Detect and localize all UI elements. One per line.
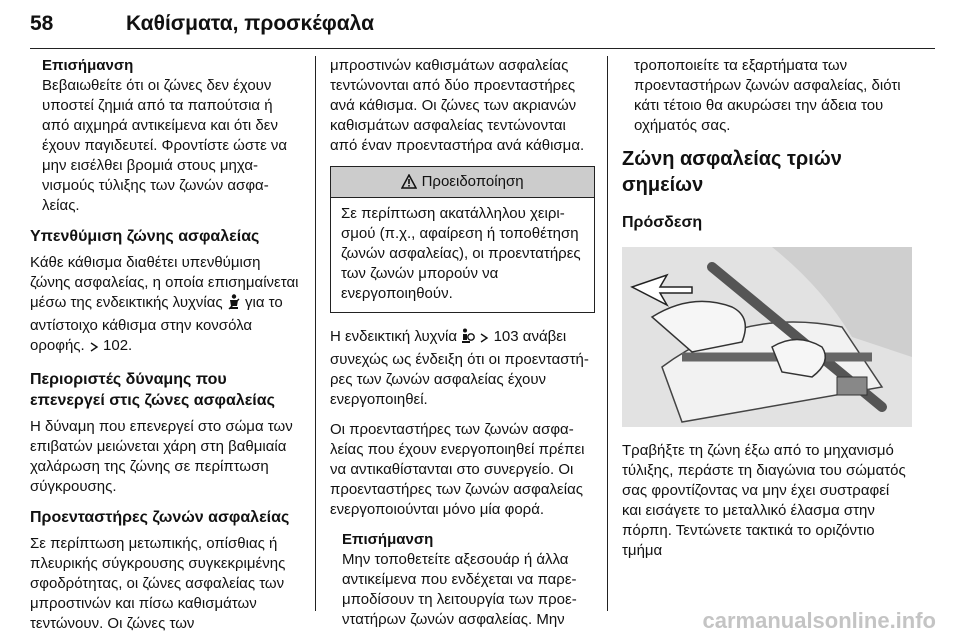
warning-header [331, 167, 594, 198]
note-heading: Επισήμανση [42, 57, 134, 74]
note-block [30, 56, 300, 216]
note-continuation [622, 56, 912, 136]
note-text-2: Μην τοποθετείτε αξεσουάρ ή άλλα αντικείμενα που ενδέχεται να παρεμποδίσουν τη λειτουργία των προεντατήρων ζωνών ασφαλείας. Μην [342, 551, 577, 628]
warning-text: Σε περίπτωση ακατάλληλου χειρισμού (π.χ., αφαίρεση ή τοποθέτηση ζωνών ασφαλείας), οι προεντατήρες των ζωνών μπορούν να ενεργοποιηθούν. [341, 205, 581, 302]
header-rule [30, 48, 935, 49]
column-divider-1 [315, 56, 316, 611]
seatbelt-reminder-icon [227, 294, 241, 316]
column-3-continuation: τροποποιείτε τα εξαρτήματα των προενταστήρων ζωνών ασφαλείας, διότι κάτι τέτοιο θα ακυρώσει την άδεια του οχήματός σας. [634, 57, 901, 134]
note-block-2 [330, 530, 595, 630]
column-2 [330, 56, 595, 630]
reminder-text-b: για το αντίστοιχο κάθισμα στην κονσόλα οροφής. [30, 294, 283, 354]
airbag-lamp-icon [461, 328, 475, 350]
ref-arrow-icon [89, 339, 99, 359]
warning-box [330, 166, 595, 313]
lamp-text [330, 327, 595, 410]
column-2-continuation: μπροστινών καθισμάτων ασφαλείας τεντώνονται από δύο προενταστήρες ανά κάθισμα. Οι ζώνες των ακριανών καθισμάτων ασφαλείας τεντώνονται από έναν προενταστήρα ανά κάθισμα. [330, 57, 585, 154]
column-3 [622, 56, 912, 561]
fasten-text: Τραβήξτε τη ζώνη έξω από το μηχανισμό τύλιξης, περάστε τη διαγώνια του σώματός σας φροντίζοντας να μην έχει συστραφεί και εισάγετε το μεταλλικό έλασμα στην πόρπη. Τεντώνετε τακτικά το οριζόντιο τμήμα [622, 442, 906, 559]
reminder-text-a: Κάθε κάθισμα διαθέτει υπενθύμιση ζώνης ασφαλείας, η οποία επισημαίνεται μέσω της ενδεικτικής λυχνίας [30, 254, 299, 311]
section-title: Ζώνη ασφαλείας τριών σημείων [622, 148, 842, 196]
limiter-heading: Περιοριστές δύναμης που επενεργεί στις ζώνες ασφαλείας [30, 371, 275, 409]
seatbelt-illustration [622, 247, 912, 427]
lamp-text-b: ανάβει συνεχώς ως ένδειξη ότι οι προενταστήρες των ζωνών ασφαλείας έχουν ενεργοποιηθεί. [330, 328, 589, 408]
reminder-page-ref[interactable]: 102. [103, 337, 133, 354]
warning-title: Προειδοποίηση [421, 173, 524, 190]
note-text: Βεβαιωθείτε ότι οι ζώνες δεν έχουν υποστεί ζημιά από τα παπούτσια ή από αιχμηρά αντικείμενα και ότι δεν έχουν παγιδευτεί. Φροντίστε ώστε να μην εισέλθει βρομιά στους μηχανισμούς τύλιξης των ζωνών ασφαλείας. [42, 77, 288, 214]
pretensioner-heading: Προενταστήρες ζωνών ασφαλείας [30, 509, 290, 526]
limiter-text: Η δύναμη που επενεργεί στο σώμα των επιβατών μειώνεται χάρη στη βαθμιαία χαλάρωση της ζώνης σε περίπτωση σύγκρουσης. [30, 418, 293, 495]
column-1 [30, 56, 300, 634]
page-title: Καθίσματα, προσκέφαλα [126, 12, 374, 35]
reminder-text [30, 253, 300, 359]
note-heading-2: Επισήμανση [342, 531, 434, 548]
lamp-page-ref[interactable]: 103 [493, 328, 519, 345]
ref-arrow-icon [479, 330, 489, 350]
page-header [30, 12, 935, 46]
reminder-heading: Υπενθύμιση ζώνης ασφαλείας [30, 228, 260, 245]
fasten-heading: Πρόσδεση [622, 214, 703, 231]
warning-triangle-icon [401, 170, 417, 200]
lamp-text-a: Η ενδεικτική λυχνία [330, 328, 458, 345]
watermark: carmanualsonline.info [702, 608, 936, 633]
replace-text: Οι προενταστήρες των ζωνών ασφαλείας που έχουν ενεργοποιηθεί πρέπει να αντικαθίστανται στο συνεργείο. Οι προενταστήρες των ζωνών ασφαλείας ενεργοποιούνται μόνο μία φορά. [330, 421, 585, 518]
page-number: 58 [30, 12, 54, 35]
pretensioner-text: Σε περίπτωση μετωπικής, οπίσθιας ή πλευρικής σύγκρουσης συγκεκριμένης σφοδρότητας, οι ζώνες ασφαλείας των μπροστινών και πίσω καθισμάτων τεντώνουν. Οι ζώνες των [30, 535, 286, 632]
column-divider-2 [607, 56, 608, 611]
